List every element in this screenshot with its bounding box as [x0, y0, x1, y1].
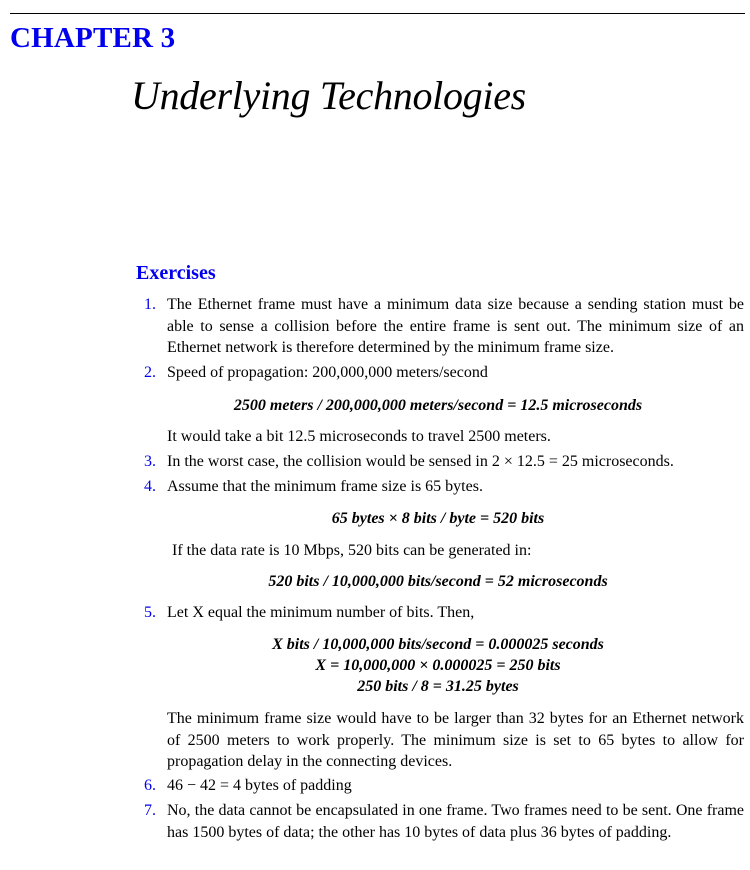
- exercise-text: Speed of propagation: 200,000,000 meters/second: [167, 364, 488, 381]
- exercise-number: 5.: [144, 604, 156, 621]
- exercise-number: 6.: [144, 777, 156, 794]
- formula-generation-time: 520 bits / 10,000,000 bits/second = 52 microseconds: [268, 573, 608, 590]
- exercise-text: No, the data cannot be encapsulated in one frame. Two frames need to be sent. One frame has 1500 bytes of data; the other has 10 bytes of data plus 36 bytes of padding.: [167, 802, 744, 841]
- chapter-title: Underlying Technologies: [131, 73, 526, 118]
- exercise-text: Let X equal the minimum number of bits. Then,: [167, 604, 475, 621]
- exercise-number: 7.: [144, 802, 156, 819]
- exercise-text: 46 − 42 = 4 bytes of padding: [167, 777, 352, 794]
- formula-bytes-value: 250 bits / 8 = 31.25 bytes: [357, 678, 519, 695]
- formula-frame-bits: 65 bytes × 8 bits / byte = 520 bits: [331, 510, 545, 527]
- top-rule: [10, 13, 745, 14]
- formula-propagation-time: 2500 meters / 200,000,000 meters/second = 12.5 microseconds: [233, 397, 643, 414]
- exercise-text: Assume that the minimum frame size is 65 bytes.: [167, 478, 483, 495]
- exercise-5-followup: The minimum frame size would have to be larger than 32 bytes for an Ethernet network of 2500 meters to work properly. The minimum size is set to 65 bytes to allow for propagation delay in the connecting devices.: [167, 710, 744, 770]
- exercise-number: 3.: [144, 453, 156, 470]
- section-heading: Exercises: [136, 262, 216, 284]
- exercise-text: The Ethernet frame must have a minimum data size because a sending station must be able to sense a collision before the entire frame is sent out. The minimum size of an Ethernet network is therefore determined by the minimum frame size.: [167, 296, 744, 356]
- exercise-number: 4.: [144, 478, 156, 495]
- chapter-label: CHAPTER 3: [10, 22, 176, 54]
- exercise-2-followup: It would take a bit 12.5 microseconds to travel 2500 meters.: [167, 428, 551, 445]
- formula-bits-equation: X bits / 10,000,000 bits/second = 0.000025 seconds: [272, 636, 604, 653]
- exercise-number: 1.: [144, 296, 156, 313]
- exercise-text: In the worst case, the collision would be sensed in 2 × 12.5 = 25 microseconds.: [167, 453, 674, 470]
- formula-x-value: X = 10,000,000 × 0.000025 = 250 bits: [315, 657, 561, 674]
- exercise-number: 2.: [144, 364, 156, 381]
- exercise-4-followup: If the data rate is 10 Mbps, 520 bits can be generated in:: [172, 542, 532, 559]
